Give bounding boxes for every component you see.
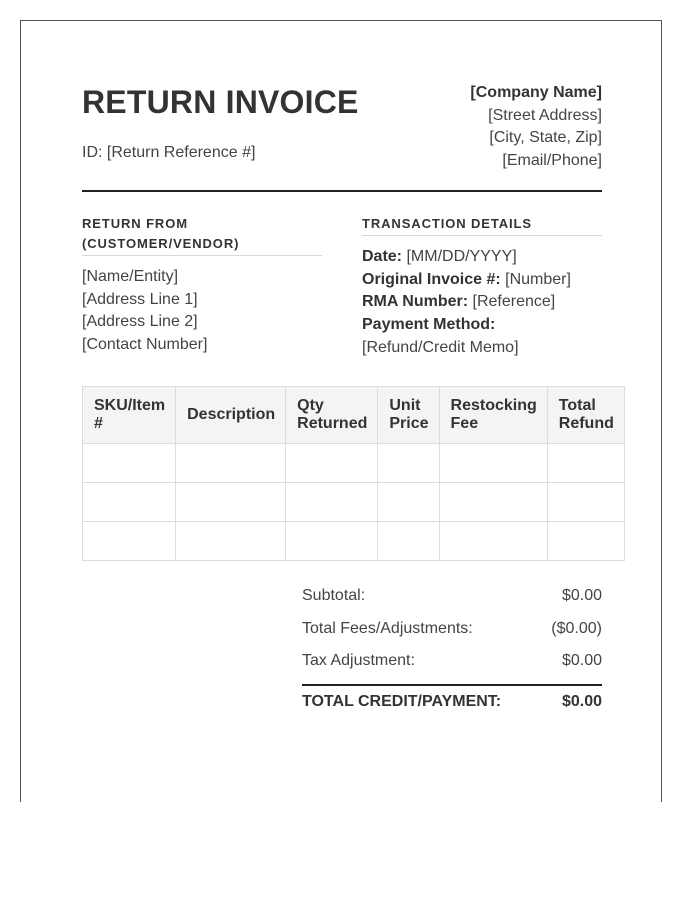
grand-total-row (302, 684, 602, 716)
table-cell[interactable] (547, 483, 624, 522)
transaction-rma (362, 291, 602, 314)
totals-section (302, 584, 602, 716)
company-city: [City, State, Zip] (489, 129, 602, 146)
table-cell[interactable] (378, 444, 439, 483)
tax-value: $0.00 (561, 652, 602, 669)
return-from-heading (82, 214, 322, 256)
table-cell[interactable] (176, 444, 286, 483)
return-from-heading-line1: RETURN FROM (82, 216, 188, 231)
transaction-original-invoice (362, 269, 602, 292)
table-cell[interactable] (439, 483, 547, 522)
table-cell[interactable] (547, 444, 624, 483)
return-from-address2: [Address Line 2] (82, 313, 198, 330)
company-block (470, 82, 602, 172)
table-cell[interactable] (83, 483, 176, 522)
table-cell[interactable] (378, 522, 439, 561)
table-cell[interactable] (286, 444, 378, 483)
fees-label: Total Fees/Adjustments: (302, 619, 473, 637)
table-cell[interactable] (378, 483, 439, 522)
return-from-address1: [Address Line 1] (82, 290, 198, 308)
transaction-details-section (362, 214, 602, 360)
column-header-total-refund: Total Refund (547, 387, 624, 444)
payment-method-label: Payment Method: (362, 316, 496, 334)
return-from-heading-line2: (CUSTOMER/VENDOR) (82, 236, 240, 251)
column-header-description: Description (176, 387, 286, 444)
grand-total-label: TOTAL CREDIT/PAYMENT: (302, 692, 502, 710)
column-header-unit-price: Unit Price (378, 387, 439, 444)
return-from-section (82, 214, 322, 356)
original-invoice-value: [Number] (505, 270, 571, 288)
table-cell[interactable] (83, 444, 176, 483)
date-label: Date: (362, 248, 403, 265)
tax-row (302, 649, 602, 682)
return-from-lines (82, 266, 322, 356)
subtotal-row (302, 584, 602, 617)
transaction-payment-method (362, 314, 602, 337)
table-cell[interactable] (286, 522, 378, 561)
table-row (83, 444, 625, 483)
subtotal-label: Subtotal: (302, 587, 366, 604)
table-header-row (83, 387, 625, 444)
table-cell[interactable] (547, 522, 624, 561)
table-cell[interactable] (286, 483, 378, 522)
table-cell[interactable] (83, 522, 176, 561)
date-value: [MM/DD/YYYY] (406, 248, 517, 265)
fees-value: ($0.00) (551, 619, 602, 637)
company-contact: [Email/Phone] (502, 151, 602, 169)
column-header-sku: SKU/Item # (83, 387, 176, 444)
table-cell[interactable] (176, 483, 286, 522)
invoice-sheet (20, 20, 662, 802)
subtotal-value: $0.00 (561, 587, 602, 604)
fees-row (302, 617, 602, 650)
tax-label: Tax Adjustment: (302, 652, 415, 669)
return-from-name: [Name/Entity] (82, 268, 179, 285)
table-cell[interactable] (176, 522, 286, 561)
page-title: RETURN INVOICE (82, 84, 359, 120)
company-name: [Company Name] (470, 84, 602, 101)
table-row (83, 483, 625, 522)
transaction-lines (362, 246, 602, 360)
table-row (83, 522, 625, 561)
payment-method-value: [Refund/Credit Memo] (362, 338, 519, 356)
transaction-heading: TRANSACTION DETAILS (362, 214, 602, 236)
original-invoice-label: Original Invoice #: (362, 270, 501, 288)
transaction-date (362, 246, 602, 269)
table-cell[interactable] (439, 522, 547, 561)
table-cell[interactable] (439, 444, 547, 483)
return-reference: ID: [Return Reference #] (82, 144, 256, 161)
grand-total-value: $0.00 (561, 692, 602, 710)
header-divider (82, 190, 602, 192)
rma-value: [Reference] (472, 293, 556, 311)
items-table (82, 386, 625, 561)
column-header-qty-returned: Qty Returned (286, 387, 378, 444)
column-header-restocking-fee: Restocking Fee (439, 387, 547, 444)
company-street: [Street Address] (488, 106, 602, 124)
rma-label: RMA Number: (362, 293, 469, 311)
return-from-contact: [Contact Number] (82, 335, 208, 353)
